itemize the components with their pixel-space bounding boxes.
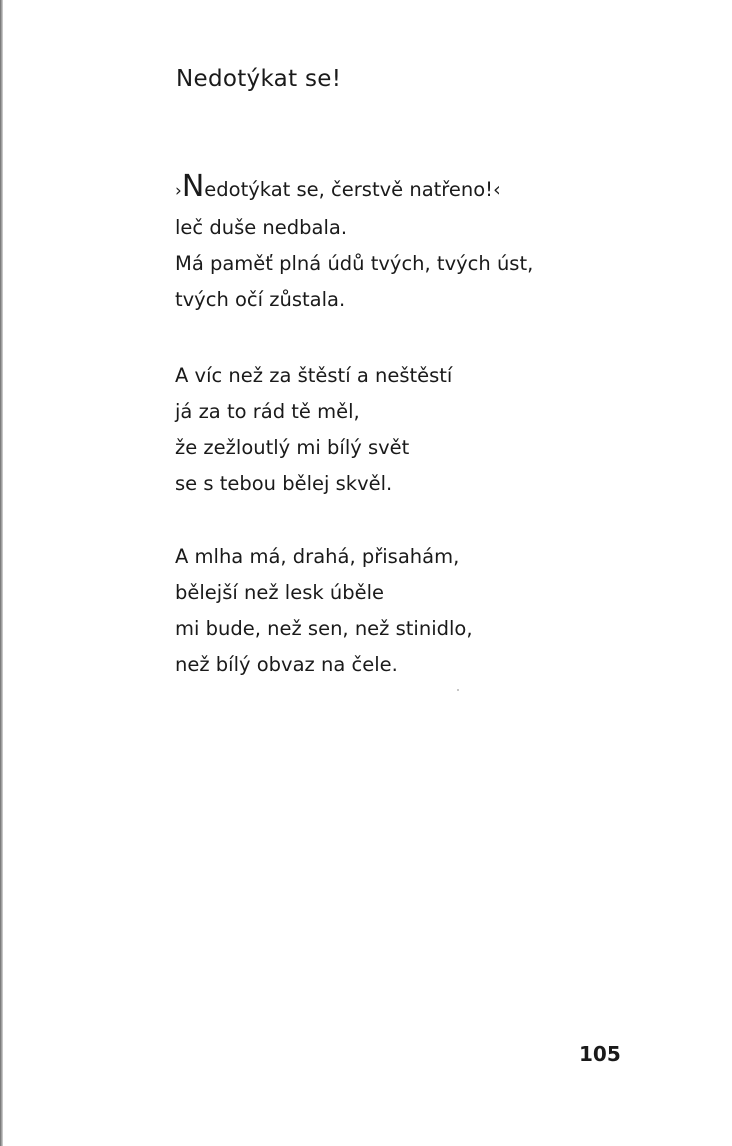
verse-line: tvých očí zůstala. [175,288,346,311]
first-line-text: edotýkat se, čerstvě natřeno!‹ [204,178,501,201]
stanza-2 [175,358,452,502]
verse-line: se s tebou bělej skvěl. [175,472,393,495]
verse-line: mi bude, než sen, než stinidlo, [175,617,473,640]
verse-line: A mlha má, drahá, přisahám, [175,545,460,568]
page-edge-shadow [0,0,3,1146]
verse-line: Má paměť plná údů tvých, tvých úst, [175,252,534,275]
verse-line [175,170,533,210]
verse-line: bělejší než lesk úběle [175,581,384,604]
verse-line: že zežloutlý mi bílý svět [175,436,410,459]
verse-line: leč duše nedbala. [175,216,348,239]
verse-line: A víc než za štěstí a neštěstí [175,364,453,387]
drop-initial-letter: N [181,169,205,204]
page-number: 105 [579,1042,621,1066]
opening-quote-mark: › [175,181,182,201]
stanza-1 [175,170,533,318]
stanza-3 [175,539,473,683]
verse-line: já za to rád tě měl, [175,400,360,423]
print-speck [457,689,459,691]
verse-line: než bílý obvaz na čele. [175,653,398,676]
poem-title: Nedotýkat se! [176,66,342,92]
